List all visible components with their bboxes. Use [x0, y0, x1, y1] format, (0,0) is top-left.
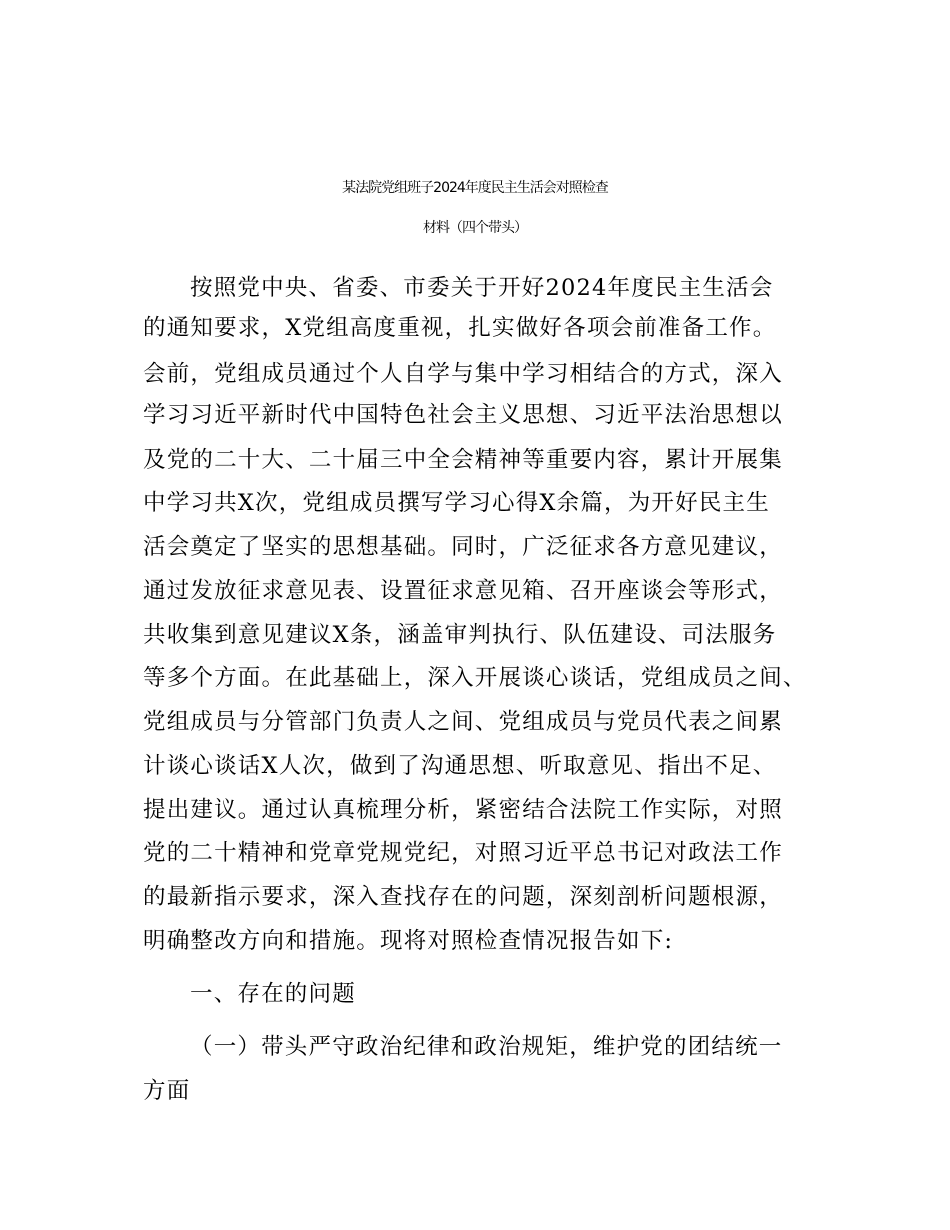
paragraph-line: 及党的二十大、二十届三中全会精神等重要内容，累计开展集 [143, 447, 783, 473]
subsection-heading-line-1: （一）带头严守政治纪律和政治规矩，维护党的团结统一 [190, 1034, 783, 1060]
document-title-line-2: 材料（四个带头） [423, 220, 527, 236]
paragraph-line: 中学习共X次，党组成员撰写学习心得X余篇，为开好民主生 [143, 490, 770, 516]
paragraph-line: 按照党中央、省委、市委关于开好2024年度民主生活会 [190, 275, 774, 301]
paragraph-line: 等多个方面。在此基础上，深入开展谈心谈话，党组成员之间、 [143, 665, 807, 691]
section-heading: 一、存在的问题 [190, 981, 356, 1007]
paragraph-line: 活会奠定了坚实的思想基础。同时，广泛征求各方意见建议， [143, 534, 783, 560]
paragraph-line: 提出建议。通过认真梳理分析，紧密结合法院工作实际，对照 [143, 797, 783, 823]
document-title-line-1: 某法院党组班子2024年度民主生活会对照检查 [342, 180, 608, 196]
paragraph-line: 的最新指示要求，深入查找存在的问题，深刻剖析问题根源， [143, 884, 783, 910]
paragraph-line: 学习习近平新时代中国特色社会主义思想、习近平法治思想以 [143, 402, 783, 428]
paragraph-line: 共收集到意见建议X条，涵盖审判执行、队伍建设、司法服务 [143, 622, 777, 648]
paragraph-line: 会前，党组成员通过个人自学与集中学习相结合的方式，深入 [143, 361, 783, 387]
paragraph-line: 计谈心谈话X人次，做到了沟通思想、听取意见、指出不足、 [143, 753, 777, 779]
paragraph-line: 明确整改方向和措施。现将对照检查情况报告如下: [143, 928, 674, 954]
subsection-heading-line-2: 方面 [143, 1078, 191, 1104]
paragraph-line: 党的二十精神和党章党规党纪，对照习近平总书记对政法工作 [143, 840, 783, 866]
paragraph-line: 通过发放征求意见表、设置征求意见箱、召开座谈会等形式， [143, 578, 783, 604]
paragraph-line: 党组成员与分管部门负责人之间、党组成员与党员代表之间累 [143, 709, 783, 735]
paragraph-line: 的通知要求，X党组高度重视，扎实做好各项会前准备工作。 [143, 315, 777, 341]
